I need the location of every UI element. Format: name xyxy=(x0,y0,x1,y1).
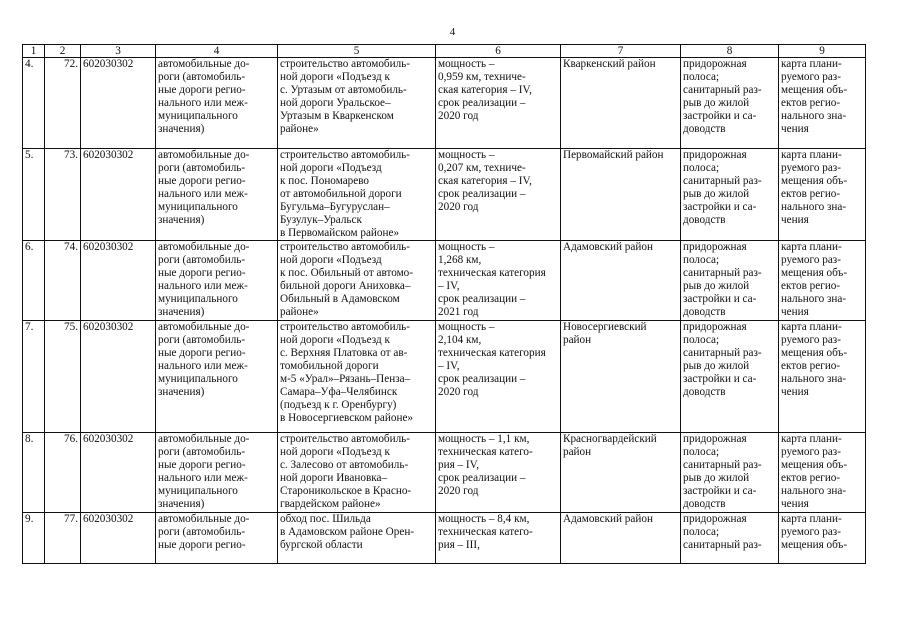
cell-line: доводств xyxy=(683,386,726,398)
cell-line: ные дороги регио- xyxy=(158,459,246,471)
cell-line: техническая катего- xyxy=(438,526,533,538)
cell-line: придорожная xyxy=(683,58,747,70)
cell-line: значения) xyxy=(158,214,205,226)
cell-line: карта плани- xyxy=(781,149,842,161)
object-name-cell xyxy=(278,241,436,321)
cell-line: Обильный в Адамовском xyxy=(280,293,400,305)
table-row xyxy=(23,241,866,321)
cell-line: полоса; xyxy=(683,162,720,174)
row-index-cell: 8. xyxy=(23,433,45,513)
header-col-4: 4 xyxy=(156,45,278,58)
objects-table xyxy=(22,44,866,564)
cell-line: нального зна- xyxy=(781,293,847,305)
cell-line: срок реализации – xyxy=(438,373,526,385)
cell-line: нального зна- xyxy=(781,110,847,122)
cell-line: карта плани- xyxy=(781,58,842,70)
cell-line: карта плани- xyxy=(781,321,842,333)
cell-line: значения) xyxy=(158,386,205,398)
cell-line: муниципального xyxy=(158,373,238,385)
cell-line: мещения объ- xyxy=(781,267,848,279)
cell-line: Красногвардейский xyxy=(563,433,657,445)
cell-line: мощность – xyxy=(438,149,495,161)
cell-line: ектов регио- xyxy=(781,280,841,292)
object-type-cell xyxy=(156,149,278,241)
table-body xyxy=(23,58,866,564)
cell-line: к пос. Обильный от автомо- xyxy=(280,267,414,279)
cell-line: срок реализации – xyxy=(438,472,526,484)
zone-type-cell xyxy=(681,58,779,149)
cell-line: руемого раз- xyxy=(781,334,841,346)
characteristics-cell xyxy=(436,58,561,149)
cell-line: гвардейском районе» xyxy=(280,498,381,510)
object-name-cell xyxy=(278,149,436,241)
cell-line: Бузулук–Уральск xyxy=(280,214,362,226)
cell-line: значения) xyxy=(158,123,205,135)
cell-line: срок реализации – xyxy=(438,293,526,305)
row-index-cell: 6. xyxy=(23,241,45,321)
cell-line: ной дороги Ивановка– xyxy=(280,472,388,484)
cell-line: Адамовский район xyxy=(563,513,653,525)
cell-line: придорожная xyxy=(683,513,747,525)
cell-line: чения xyxy=(781,123,809,135)
cell-line: районе» xyxy=(280,123,319,135)
cell-line: мощность – 8,4 км, xyxy=(438,513,530,525)
cell-line: 2,104 км, xyxy=(438,334,482,346)
cell-line: районе» xyxy=(280,306,319,318)
cell-line: нального или меж- xyxy=(158,360,248,372)
cell-line: чения xyxy=(781,498,809,510)
cell-line: санитарный раз- xyxy=(683,539,762,551)
code-cell: 602030302 xyxy=(81,513,156,564)
cell-line: Новосергиевский xyxy=(563,321,647,333)
cell-line: роги (автомобиль- xyxy=(158,71,246,83)
location-cell xyxy=(561,241,681,321)
cell-line: застройки и са- xyxy=(683,201,757,213)
cell-line: Кваркенский район xyxy=(563,58,656,70)
object-name-cell xyxy=(278,321,436,433)
cell-line: рия – III, xyxy=(438,539,480,551)
cell-line: роги (автомобиль- xyxy=(158,334,246,346)
cell-line: – IV, xyxy=(438,360,460,372)
cell-line: срок реализации – xyxy=(438,188,526,200)
cell-line: техническая катего- xyxy=(438,446,533,458)
cell-line: ной дороги «Подъезд к xyxy=(280,71,390,83)
cell-line: автомобильные до- xyxy=(158,58,250,70)
header-col-9: 9 xyxy=(779,45,866,58)
row-index-cell: 4. xyxy=(23,58,45,149)
object-number-cell: 74. xyxy=(45,241,81,321)
object-name-cell xyxy=(278,58,436,149)
cell-line: нального зна- xyxy=(781,373,847,385)
cell-line: с. Залесово от автомобиль- xyxy=(280,459,409,471)
cell-line: в Новосергиевском районе» xyxy=(280,412,414,424)
map-reference-cell xyxy=(779,513,866,564)
cell-line: застройки и са- xyxy=(683,485,757,497)
cell-line: руемого раз- xyxy=(781,526,841,538)
cell-line: санитарный раз- xyxy=(683,175,762,187)
cell-line: роги (автомобиль- xyxy=(158,254,246,266)
cell-line: рыв до жилой xyxy=(683,280,750,292)
cell-line: доводств xyxy=(683,214,726,226)
cell-line: доводств xyxy=(683,498,726,510)
cell-line: ные дороги регио- xyxy=(158,347,246,359)
object-type-cell xyxy=(156,58,278,149)
header-col-8: 8 xyxy=(681,45,779,58)
cell-line: с. Верхняя Платовка от ав- xyxy=(280,347,408,359)
code-cell: 602030302 xyxy=(81,58,156,149)
code-cell: 602030302 xyxy=(81,321,156,433)
code-cell: 602030302 xyxy=(81,241,156,321)
header-col-6: 6 xyxy=(436,45,561,58)
cell-line: ская категория – IV, xyxy=(438,84,532,96)
cell-line: строительство автомобиль- xyxy=(280,58,411,70)
cell-line: строительство автомобиль- xyxy=(280,433,411,445)
cell-line: придорожная xyxy=(683,241,747,253)
object-number-cell: 75. xyxy=(45,321,81,433)
cell-line: 2020 год xyxy=(438,386,479,398)
cell-line: рыв до жилой xyxy=(683,97,750,109)
cell-line: нального или меж- xyxy=(158,472,248,484)
cell-line: с. Уртазым от автомобиль- xyxy=(280,84,407,96)
header-col-2: 2 xyxy=(45,45,81,58)
cell-line: ной дороги «Подъезд xyxy=(280,254,382,266)
cell-line: Первомайский район xyxy=(563,149,664,161)
cell-line: ной дороги «Подъезд xyxy=(280,162,382,174)
cell-line: срок реализации – xyxy=(438,97,526,109)
cell-line: нального или меж- xyxy=(158,188,248,200)
cell-line: руемого раз- xyxy=(781,254,841,266)
cell-line: бургской области xyxy=(280,539,363,551)
cell-line: карта плани- xyxy=(781,513,842,525)
cell-line: к пос. Пономарево xyxy=(280,175,370,187)
cell-line: 2020 год xyxy=(438,485,479,497)
cell-line: роги (автомобиль- xyxy=(158,526,246,538)
cell-line: Уртазым в Кваркенском xyxy=(280,110,394,122)
cell-line: в Первомайском районе» xyxy=(280,227,400,239)
cell-line: ные дороги регио- xyxy=(158,84,246,96)
table-row xyxy=(23,433,866,513)
cell-line: санитарный раз- xyxy=(683,459,762,471)
cell-line: 2020 год xyxy=(438,201,479,213)
cell-line: значения) xyxy=(158,306,205,318)
row-index-cell: 9. xyxy=(23,513,45,564)
page-number: 4 xyxy=(449,26,456,38)
cell-line: ектов регио- xyxy=(781,97,841,109)
cell-line: ной дороги Уральское– xyxy=(280,97,391,109)
code-cell: 602030302 xyxy=(81,149,156,241)
header-col-3: 3 xyxy=(81,45,156,58)
zone-type-cell xyxy=(681,513,779,564)
object-type-cell xyxy=(156,321,278,433)
header-row xyxy=(23,45,866,58)
cell-line: полоса; xyxy=(683,334,720,346)
characteristics-cell xyxy=(436,433,561,513)
cell-line: застройки и са- xyxy=(683,373,757,385)
characteristics-cell xyxy=(436,513,561,564)
object-number-cell: 73. xyxy=(45,149,81,241)
cell-line: (подъезд к г. Оренбургу) xyxy=(280,399,397,411)
cell-line: мощность – 1,1 км, xyxy=(438,433,530,445)
cell-line: ные дороги регио- xyxy=(158,175,246,187)
zone-type-cell xyxy=(681,149,779,241)
cell-line: 0,207 км, техниче- xyxy=(438,162,526,174)
row-index-cell: 5. xyxy=(23,149,45,241)
cell-line: рыв до жилой xyxy=(683,188,750,200)
cell-line: ной дороги «Подъезд к xyxy=(280,446,390,458)
cell-line: автомобильные до- xyxy=(158,513,250,525)
location-cell xyxy=(561,513,681,564)
object-number-cell: 76. xyxy=(45,433,81,513)
cell-line: автомобильные до- xyxy=(158,433,250,445)
cell-line: чения xyxy=(781,306,809,318)
zone-type-cell xyxy=(681,321,779,433)
object-number-cell: 77. xyxy=(45,513,81,564)
cell-line: роги (автомобиль- xyxy=(158,446,246,458)
cell-line: полоса; xyxy=(683,254,720,266)
cell-line: м-5 «Урал»–Рязань–Пенза– xyxy=(280,373,411,385)
cell-line: муниципального xyxy=(158,110,238,122)
cell-line: рия – IV, xyxy=(438,459,480,471)
zone-type-cell xyxy=(681,433,779,513)
header-col-7: 7 xyxy=(561,45,681,58)
cell-line: строительство автомобиль- xyxy=(280,321,411,333)
cell-line: муниципального xyxy=(158,293,238,305)
table-row xyxy=(23,149,866,241)
table-row xyxy=(23,321,866,433)
cell-line: придорожная xyxy=(683,433,747,445)
cell-line: нального или меж- xyxy=(158,97,248,109)
cell-line: карта плани- xyxy=(781,241,842,253)
map-reference-cell xyxy=(779,149,866,241)
cell-line: район xyxy=(563,334,592,346)
cell-line: руемого раз- xyxy=(781,71,841,83)
cell-line: доводств xyxy=(683,306,726,318)
cell-line: обход пос. Шильда xyxy=(280,513,371,525)
cell-line: чения xyxy=(781,386,809,398)
cell-line: санитарный раз- xyxy=(683,267,762,279)
table-row xyxy=(23,513,866,564)
cell-line: Староникольское в Красно- xyxy=(280,485,412,497)
cell-line: мещения объ- xyxy=(781,175,848,187)
cell-line: автомобильные до- xyxy=(158,321,250,333)
cell-line: Бугульма–Бугуруслан– xyxy=(280,201,390,213)
cell-line: ектов регио- xyxy=(781,472,841,484)
map-reference-cell xyxy=(779,433,866,513)
table-row xyxy=(23,58,866,149)
cell-line: мощность – xyxy=(438,58,495,70)
cell-line: роги (автомобиль- xyxy=(158,162,246,174)
object-name-cell xyxy=(278,433,436,513)
cell-line: ектов регио- xyxy=(781,188,841,200)
cell-line: мещения объ- xyxy=(781,347,848,359)
cell-line: значения) xyxy=(158,498,205,510)
cell-line: мещения объ- xyxy=(781,84,848,96)
location-cell xyxy=(561,58,681,149)
map-reference-cell xyxy=(779,58,866,149)
cell-line: автомобильные до- xyxy=(158,149,250,161)
cell-line: доводств xyxy=(683,123,726,135)
cell-line: мощность – xyxy=(438,241,495,253)
cell-line: нального зна- xyxy=(781,201,847,213)
cell-line: мещения объ- xyxy=(781,539,848,551)
characteristics-cell xyxy=(436,149,561,241)
location-cell xyxy=(561,433,681,513)
cell-line: томобильной дороги xyxy=(280,360,379,372)
object-number-cell: 72. xyxy=(45,58,81,149)
cell-line: чения xyxy=(781,214,809,226)
cell-line: в Адамовском районе Орен- xyxy=(280,526,415,538)
cell-line: мощность – xyxy=(438,321,495,333)
object-name-cell xyxy=(278,513,436,564)
cell-line: нального зна- xyxy=(781,485,847,497)
map-reference-cell xyxy=(779,321,866,433)
cell-line: район xyxy=(563,446,592,458)
cell-line: нального или меж- xyxy=(158,280,248,292)
cell-line: муниципального xyxy=(158,485,238,497)
cell-line: ектов регио- xyxy=(781,360,841,372)
map-reference-cell xyxy=(779,241,866,321)
cell-line: 2020 год xyxy=(438,110,479,122)
header-col-1: 1 xyxy=(23,45,45,58)
zone-type-cell xyxy=(681,241,779,321)
characteristics-cell xyxy=(436,321,561,433)
cell-line: ные дороги регио- xyxy=(158,539,246,551)
cell-line: придорожная xyxy=(683,321,747,333)
cell-line: рыв до жилой xyxy=(683,360,750,372)
cell-line: техническая категория xyxy=(438,267,546,279)
code-cell: 602030302 xyxy=(81,433,156,513)
cell-line: 2021 год xyxy=(438,306,479,318)
cell-line: ные дороги регио- xyxy=(158,267,246,279)
cell-line: санитарный раз- xyxy=(683,347,762,359)
cell-line: автомобильные до- xyxy=(158,241,250,253)
cell-line: от автомобильной дороги xyxy=(280,188,402,200)
cell-line: строительство автомобиль- xyxy=(280,241,411,253)
object-type-cell xyxy=(156,433,278,513)
cell-line: Самара–Уфа–Челябинск xyxy=(280,386,398,398)
cell-line: 1,268 км, xyxy=(438,254,482,266)
cell-line: карта плани- xyxy=(781,433,842,445)
cell-line: застройки и са- xyxy=(683,293,757,305)
cell-line: Адамовский район xyxy=(563,241,653,253)
row-index-cell: 7. xyxy=(23,321,45,433)
cell-line: руемого раз- xyxy=(781,446,841,458)
characteristics-cell xyxy=(436,241,561,321)
cell-line: бильной дороги Аниховка– xyxy=(280,280,411,292)
cell-line: полоса; xyxy=(683,526,720,538)
cell-line: санитарный раз- xyxy=(683,84,762,96)
cell-line: рыв до жилой xyxy=(683,472,750,484)
cell-line: застройки и са- xyxy=(683,110,757,122)
cell-line: техническая категория xyxy=(438,347,546,359)
cell-line: придорожная xyxy=(683,149,747,161)
cell-line: ская категория – IV, xyxy=(438,175,532,187)
cell-line: строительство автомобиль- xyxy=(280,149,411,161)
cell-line: руемого раз- xyxy=(781,162,841,174)
cell-line: муниципального xyxy=(158,201,238,213)
location-cell xyxy=(561,321,681,433)
cell-line: 0,959 км, техниче- xyxy=(438,71,526,83)
cell-line: мещения объ- xyxy=(781,459,848,471)
cell-line: полоса; xyxy=(683,71,720,83)
object-type-cell xyxy=(156,241,278,321)
object-type-cell xyxy=(156,513,278,564)
cell-line: полоса; xyxy=(683,446,720,458)
location-cell xyxy=(561,149,681,241)
cell-line: ной дороги «Подъезд к xyxy=(280,334,390,346)
header-col-5: 5 xyxy=(278,45,436,58)
cell-line: – IV, xyxy=(438,280,460,292)
